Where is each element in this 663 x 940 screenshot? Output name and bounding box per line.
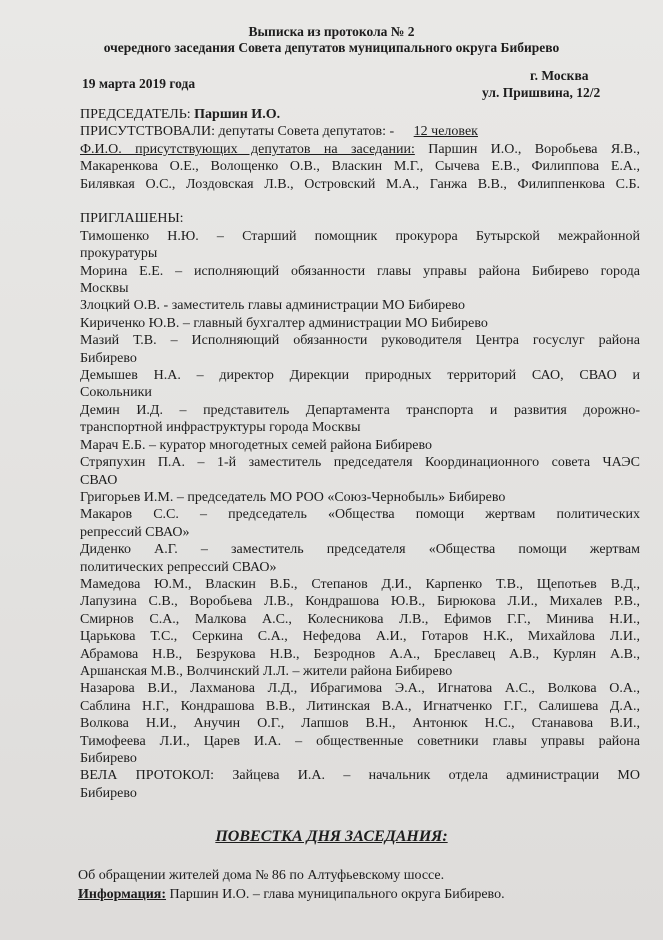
agenda-info bbox=[78, 887, 505, 903]
attendance-names-3: Билявкая О.С., Лоздовская Л.В., Островский М.А., Ганжа В.В., Филиппенкова С.Б. bbox=[80, 176, 640, 192]
attendance-names-line bbox=[80, 141, 640, 158]
document-subtitle: очередного заседания Совета депутатов муниципального округа Бибирево bbox=[103, 40, 560, 55]
invited-line: Диденко А.Г. – заместитель председателя «Общества помощи жертвам bbox=[80, 542, 640, 558]
invited-line: Назарова В.И., Лахманова Л.Д., Ибрагимова Э.А., Игнатова А.С., Волкова О.А., bbox=[80, 681, 640, 697]
invited-line: Тимофеева Л.И., Царев И.А. – общественные советники главы управы района bbox=[80, 733, 640, 749]
invited-line: Кириченко Ю.В. – главный бухгалтер администрации МО Бибирево bbox=[80, 315, 488, 331]
secretary-line: ВЕЛА ПРОТОКОЛ: Зайцева И.А. – начальник отдела администрации МО bbox=[80, 768, 640, 784]
invited-line: транспортной инфраструктуры города Москвы bbox=[80, 420, 361, 436]
invited-line: Макаров С.С. – председатель «Общества помощи жертвам политических bbox=[80, 507, 640, 523]
invited-line: Абрамова Н.В., Безрукова Н.В., Безроднов А.А., Бреславец А.В., Курлян А.В., bbox=[80, 646, 640, 662]
invited-line: Мазий Т.В. – Исполняющий обязанности руководителя Центра госуслуг района bbox=[80, 333, 640, 349]
invited-line: Царькова Т.С., Серкина С.А., Нефедова А.И., Готаров Н.К., Михайлова Л.И., bbox=[80, 629, 640, 645]
secretary-line-2: Бибирево bbox=[80, 785, 137, 801]
attendance-names-1: Паршин И.О., Воробьева Я.В., bbox=[428, 141, 640, 157]
invited-heading: ПРИГЛАШЕНЫ: bbox=[80, 211, 184, 227]
protocol-body bbox=[80, 106, 640, 802]
agenda-info-text: Паршин И.О. – глава муниципального округа Бибирево. bbox=[166, 887, 505, 902]
invited-line: Демин И.Д. – представитель Департамента транспорта и развития дорожно- bbox=[80, 402, 640, 418]
invited-line: Бибирево bbox=[80, 350, 137, 366]
invited-line: Саблина Н.Г., Кондрашова В.В., Литинская В.А., Игнатченко Г.Г., Салишева Д.А., bbox=[80, 698, 640, 714]
invited-line: Смирнов С.А., Малкова А.С., Колесникова Л.В., Ефимов Г.Г., Минива Н.И., bbox=[80, 611, 640, 627]
invited-line: Мамедова Ю.М., Власкин В.Б., Степанов Д.И., Карпенко Т.В., Щепотьев В.Д., bbox=[80, 576, 640, 592]
invited-line: Стряпухин П.А. – 1-й заместитель председателя Координационного совета ЧАЭС bbox=[80, 455, 640, 471]
invited-line: репрессий СВАО» bbox=[80, 524, 190, 540]
meeting-address: ул. Пришвина, 12/2 bbox=[482, 85, 601, 100]
invited-line: прокуратуры bbox=[80, 246, 158, 262]
invited-line: Морина Е.Е. – исполняющий обязанности главы управы района Бибирево города bbox=[80, 263, 640, 279]
agenda-item: Об обращении жителей дома № 86 по Алтуфьевскому шоссе. bbox=[78, 868, 445, 883]
meeting-date: 19 марта 2019 года bbox=[82, 76, 196, 91]
invited-line: Демышев Н.А. – директор Дирекции природных территорий САО, СВАО и bbox=[80, 368, 640, 384]
chair-name: Паршин И.О. bbox=[194, 107, 281, 122]
attendance-names-label: Ф.И.О. присутствующих депутатов на заседании: bbox=[80, 141, 415, 157]
invited-line: Злоцкий О.В. - заместитель главы администрации МО Бибирево bbox=[80, 298, 465, 314]
invited-line: Лапузина С.В., Воробьева Л.В., Кондрашова Ю.В., Бирюкова Л.И., Михалев Р.В., bbox=[80, 594, 640, 610]
invited-line: Марач Е.Б. – куратор многодетных семей района Бибирево bbox=[80, 437, 432, 453]
chair-label: ПРЕДСЕДАТЕЛЬ: bbox=[80, 107, 191, 122]
invited-line: СВАО bbox=[80, 472, 118, 488]
invited-list bbox=[80, 228, 640, 768]
document-title: Выписка из протокола № 2 bbox=[248, 24, 415, 39]
invited-line: Бибирево bbox=[80, 751, 137, 767]
attendance-names-2: Макаренкова О.Е., Волощенко О.В., Власкин М.Г., Сычева Е.В., Филиппова Е.А., bbox=[80, 159, 640, 175]
invited-line: политических репрессий СВАО» bbox=[80, 559, 277, 575]
invited-line: Сокольники bbox=[80, 385, 152, 401]
agenda-title: ПОВЕСТКА ДНЯ ЗАСЕДАНИЯ: bbox=[215, 828, 448, 845]
meeting-city: г. Москва bbox=[530, 68, 589, 83]
chair-line bbox=[80, 106, 640, 123]
spacer bbox=[80, 193, 640, 210]
attendance-count: 12 человек bbox=[413, 124, 478, 140]
agenda-info-label: Информация: bbox=[78, 887, 167, 902]
invited-line: Волкова Н.И., Анучин О.Г., Лапшов В.Н., Антонюк Н.С., Станавова В.И., bbox=[80, 716, 640, 732]
invited-line: Москвы bbox=[80, 281, 129, 297]
attendance-line bbox=[80, 123, 640, 140]
invited-line: Аршанская М.В., Волчинский Л.Л. – жители района Бибирево bbox=[80, 663, 453, 679]
invited-line: Тимошенко Н.Ю. – Старший помощник прокурора Бутырской межрайонной bbox=[80, 228, 640, 244]
attendance-label: ПРИСУТСТВОВАЛИ: депутаты Совета депутатов: - bbox=[80, 124, 395, 140]
invited-line: Григорьев И.М. – председатель МО РОО «Союз-Чернобыль» Бибирево bbox=[80, 489, 506, 505]
